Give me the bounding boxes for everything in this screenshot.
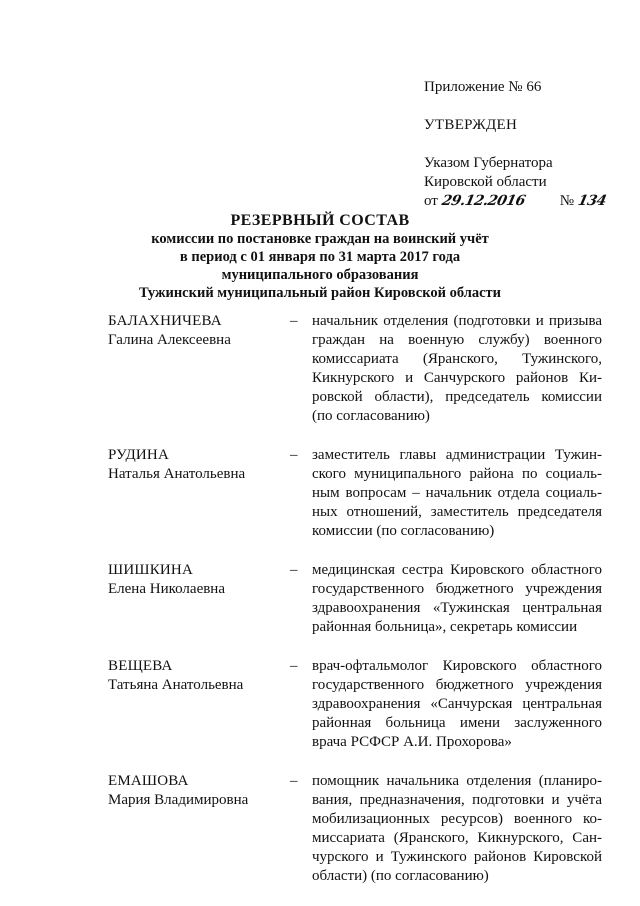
member-entry [108, 657, 602, 752]
member-role: начальник отделения (подготовки и призыва граждан на военную службу) военного комиссариата (Яранского, Тужинского, Кикнурского и Санчурского районов Кировской области), председатель комиссии (по согласованию) [312, 313, 602, 424]
member-dash: – [290, 773, 298, 789]
member-dash: – [290, 313, 298, 329]
member-given-name: Галина Алексеевна [108, 332, 231, 348]
heading-line-4: Тужинский муниципальный район Кировской области [138, 285, 502, 301]
member-dash: – [290, 658, 298, 674]
member-entry [108, 446, 602, 541]
document-title: РЕЗЕРВНЫЙ СОСТАВ [230, 212, 410, 229]
decree-date-line [424, 192, 606, 211]
member-entry [108, 312, 602, 426]
date-prefix: от [424, 193, 438, 209]
heading-line-2: в период с 01 января по 31 марта 2017 года [179, 249, 461, 265]
member-surname: БАЛАХНИЧЕВА [108, 313, 222, 329]
member-role: врач-офтальмолог Кировского областного государственного бюджетного учреждения здравоохранения «Санчурская центральная районная больница имени заслуженного врача РСФСР А.И. Прохорова» [312, 658, 602, 750]
member-surname: РУДИНА [108, 447, 170, 463]
member-given-name: Мария Владимировна [108, 792, 249, 808]
member-dash: – [290, 562, 298, 578]
appendix-block [424, 78, 606, 211]
heading-line-3: муниципального образования [221, 267, 419, 283]
decree-line-1: Указом Губернатора [424, 155, 553, 171]
document-heading [0, 212, 640, 302]
member-role: медицинская сестра Кировского областного государственного бюджетного учреждения здравоохранения «Тужинская центральная районная больница», секретарь комиссии [312, 562, 602, 635]
member-role: помощник начальника отделения (планирования, предназначения, подготовки и учёта мобилизационных ресурсов) военного комиссариата (Яранского, Кикнурского, Санчурского и Тужинского районов Кировской области) (по согласованию) [312, 773, 602, 884]
decree-line-2: Кировской области [424, 174, 547, 190]
member-dash: – [290, 447, 298, 463]
member-given-name: Наталья Анатольевна [108, 466, 246, 482]
member-name [108, 772, 290, 886]
member-name [108, 561, 290, 637]
number-prefix: № [559, 193, 575, 209]
member-surname: ВЕЩЕВА [108, 658, 173, 674]
member-entry [108, 561, 602, 637]
member-name [108, 312, 290, 426]
handwritten-number: 134 [576, 193, 608, 209]
appendix-label: Приложение № 66 [424, 79, 542, 95]
member-given-name: Татьяна Анатольевна [108, 677, 244, 693]
member-surname: ШИШКИНА [108, 562, 193, 578]
member-given-name: Елена Николаевна [108, 581, 225, 597]
member-role: заместитель главы администрации Тужинского муниципального района по социальным вопросам – начальник отдела социальных отношений, заместитель председателя комиссии (по согласованию) [312, 447, 602, 539]
member-name [108, 446, 290, 541]
member-surname: ЕМАШОВА [108, 773, 189, 789]
member-entry [108, 772, 602, 886]
handwritten-date: 29.12.2016 [440, 193, 527, 209]
member-name [108, 657, 290, 752]
approved-stamp-text: УТВЕРЖДЕН [424, 117, 518, 133]
member-list [108, 312, 602, 906]
heading-line-1: комиссии по постановке граждан на воинский учёт [151, 231, 489, 247]
